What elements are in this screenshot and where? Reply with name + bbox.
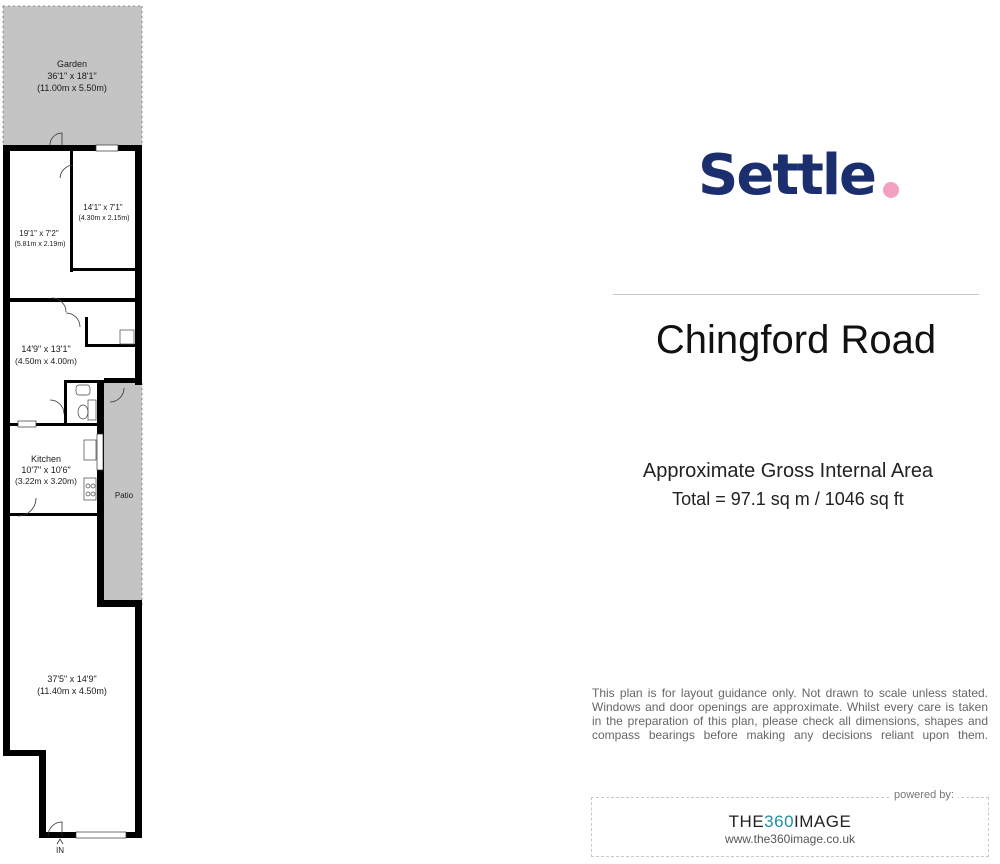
kitchen-dims-imperial: 10'7" x 10'6" — [21, 465, 71, 475]
kitchen-dims-metric: (3.22m x 3.20m) — [15, 476, 77, 486]
room-a-dims-imperial: 19'1" x 7'2" — [19, 229, 59, 238]
room-a-dims-metric: (5.81m x 2.19m) — [14, 241, 66, 248]
settle-logo-dot — [883, 182, 899, 198]
kitchen-name: Kitchen — [30, 454, 62, 464]
divider — [613, 294, 979, 295]
room-b-dims-metric: (4.30m x 2.15m) — [78, 215, 130, 222]
brand-suffix: IMAGE — [794, 812, 852, 831]
settle-logo-text: Settle — [698, 143, 876, 208]
room-b-dims-imperial: 14'1" x 7'1" — [83, 203, 123, 212]
garden-dims-metric: (11.00m x 5.50m) — [37, 83, 107, 93]
area-total: Total = 97.1 sq m / 1046 sq ft — [672, 489, 904, 509]
property-title: Chingford Road — [655, 318, 937, 362]
room-c-dims-metric: (4.50m x 4.00m) — [15, 356, 77, 366]
garden-dims-imperial: 36'1" x 18'1" — [47, 71, 97, 81]
credit-url[interactable]: www.the360image.co.uk — [724, 832, 856, 846]
main-room-dims-metric: (11.40m x 4.50m) — [37, 686, 107, 696]
patio-name: Patio — [114, 491, 134, 500]
powered-by-label: powered by: — [890, 789, 958, 801]
brand-prefix: THE — [728, 812, 765, 831]
room-c-dims-imperial: 14'9" x 13'1" — [21, 344, 71, 354]
the360image-brand — [591, 812, 989, 832]
entrance-label: IN — [56, 846, 64, 855]
area-heading: Approximate Gross Internal Area — [642, 460, 934, 482]
garden-name: Garden — [56, 59, 88, 69]
entrance-arrow-icon — [57, 839, 63, 844]
settle-logo — [690, 138, 910, 210]
main-room-dims-imperial: 37'5" x 14'9" — [47, 674, 97, 684]
brand-number: 360 — [764, 812, 795, 831]
disclaimer-text: This plan is for layout guidance only. Not drawn to scale unless stated. Windows and door openings are approximate. Whilst every care is taken in the preparation of this plan, please check all dimensions, shapes and compass bearings before making any decisions reliant upon them. — [592, 686, 988, 742]
